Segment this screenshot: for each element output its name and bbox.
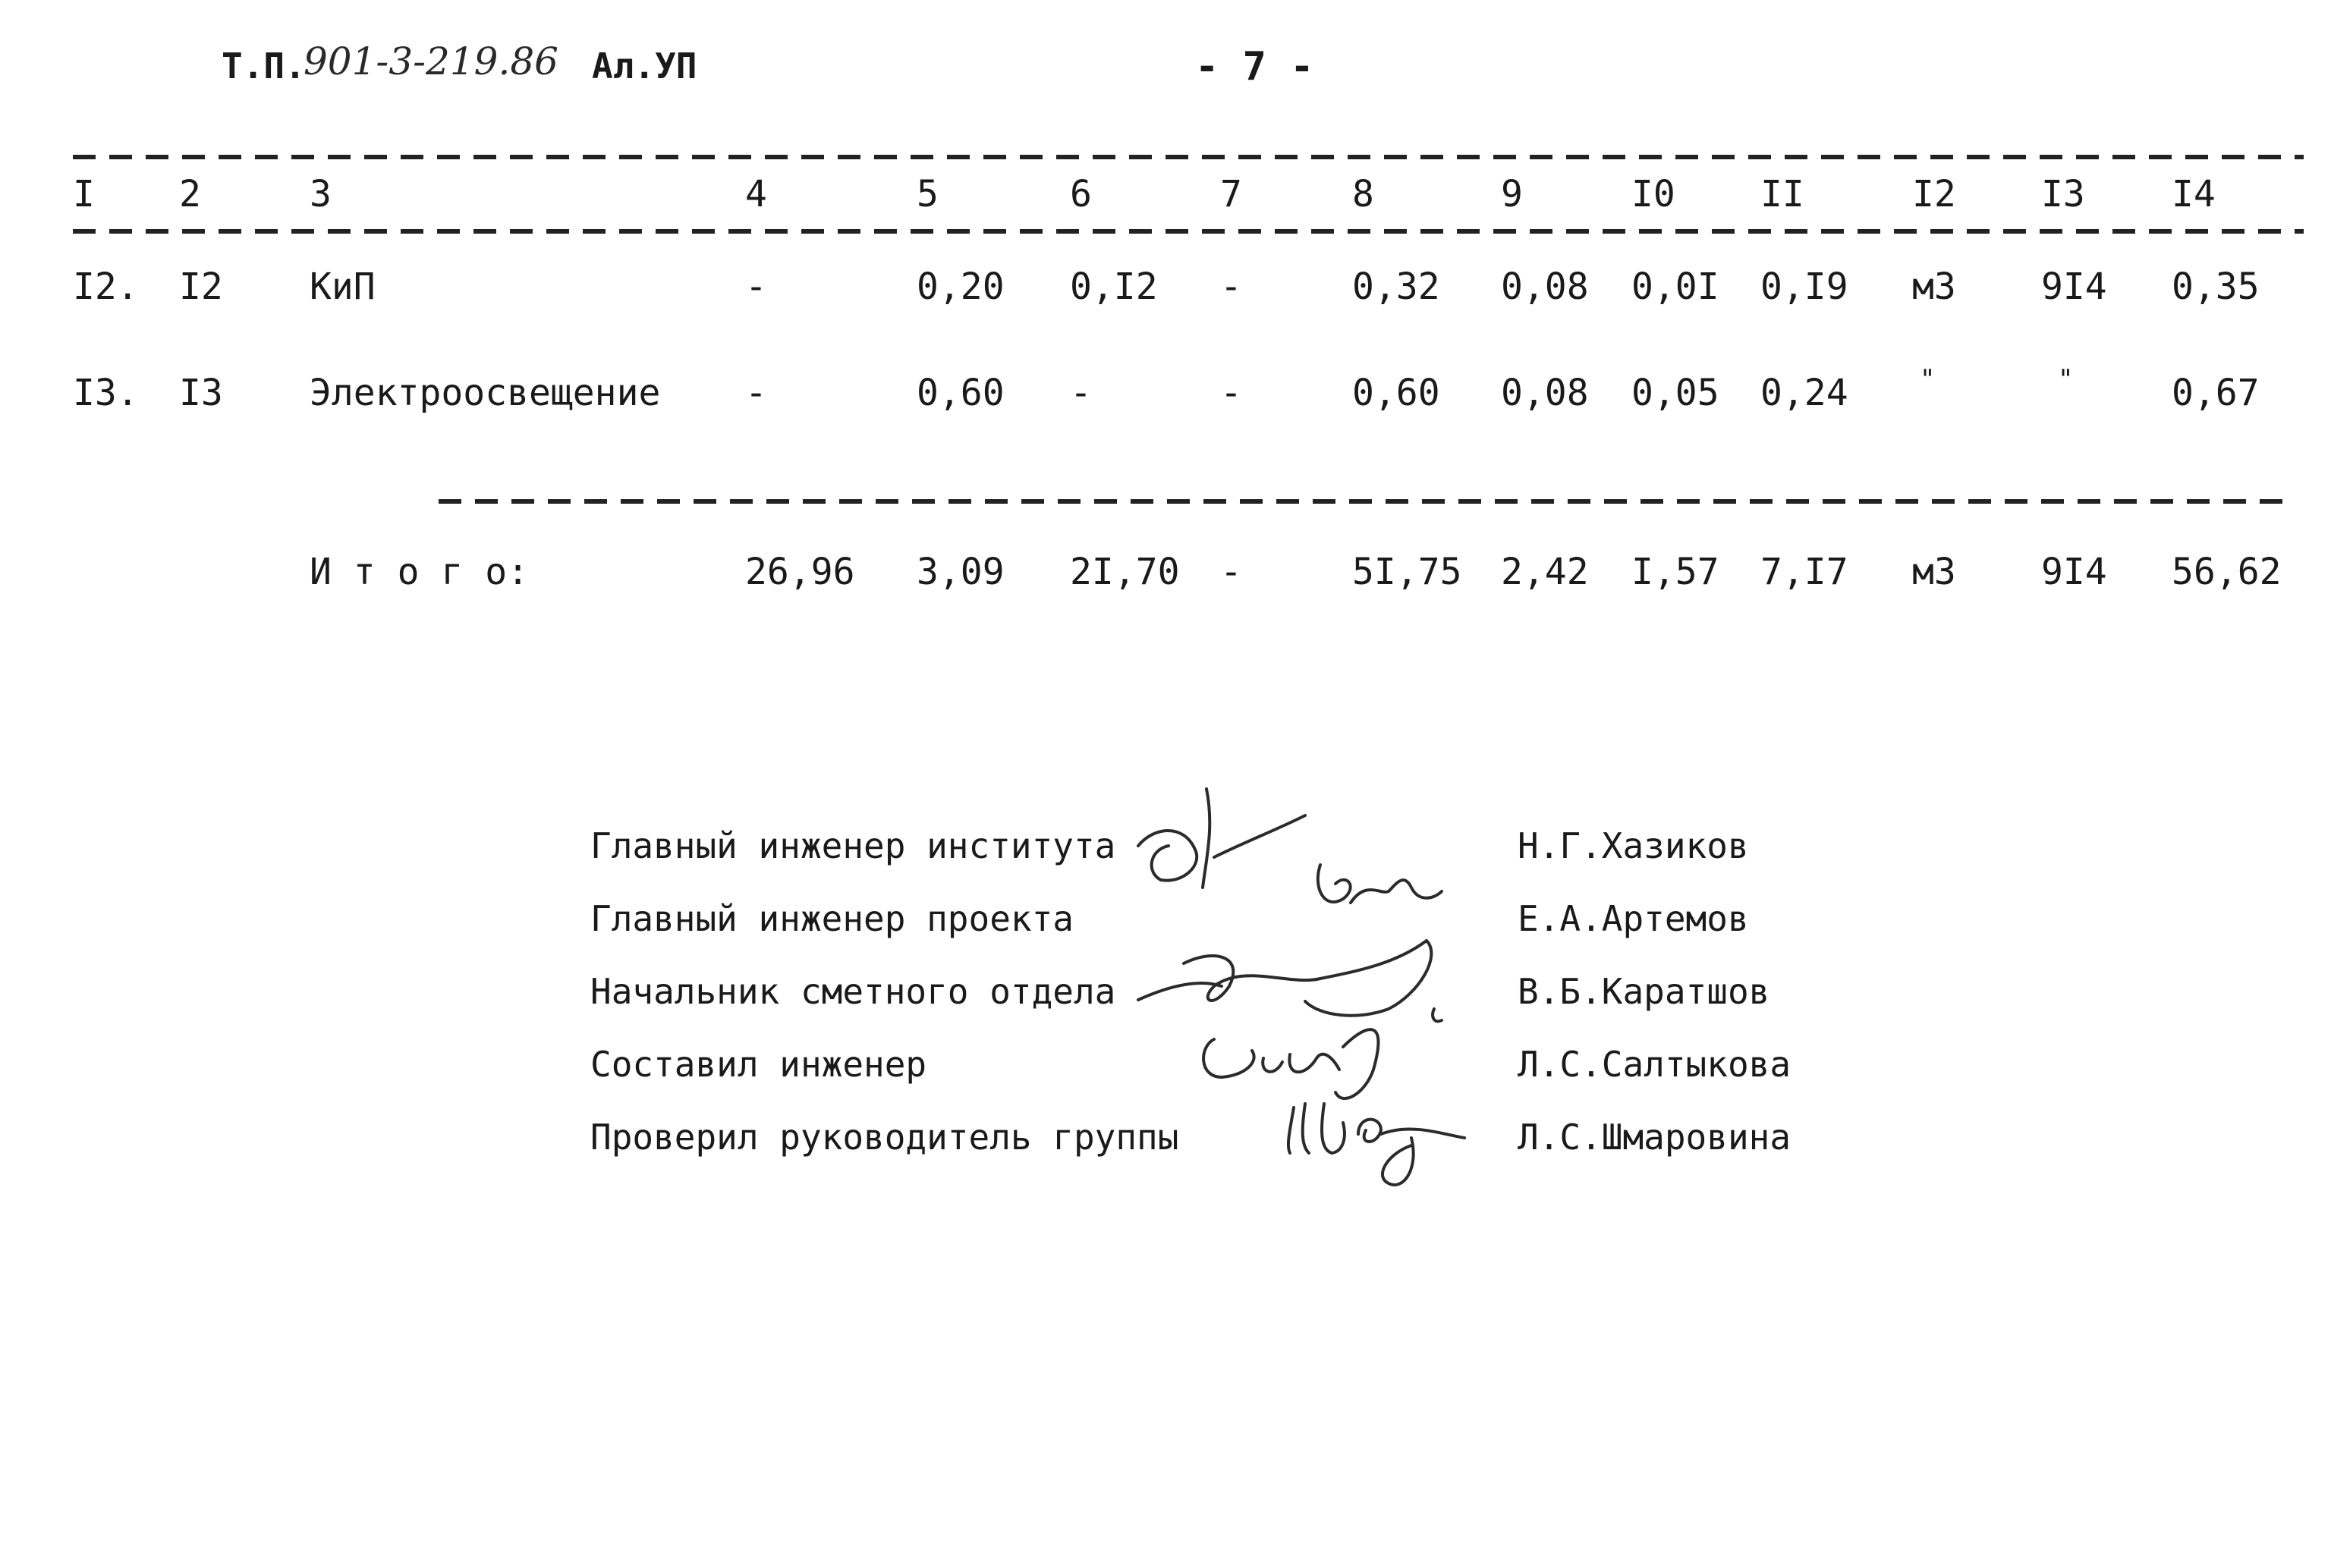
signature-2 (1318, 865, 1442, 903)
signer-name: Л.С.Шмаровина (1518, 1117, 1792, 1158)
signer-name: Л.С.Салтыкова (1518, 1044, 1792, 1085)
row-number: I2. (73, 266, 139, 308)
total-value: 9I4 (2041, 551, 2107, 593)
ditto-mark: " (2058, 364, 2074, 394)
col-header: I0 (1631, 173, 1675, 215)
doc-album: Ал.УП (592, 46, 697, 86)
col-header: 9 (1501, 173, 1523, 215)
row-value: - (1220, 372, 1242, 414)
row-value: - (1220, 266, 1242, 308)
row-value: 0,24 (1760, 372, 1848, 414)
col-header: 2 (179, 173, 201, 215)
col-header: 7 (1220, 173, 1242, 215)
page-number: - 7 - (1195, 44, 1314, 90)
signature-5 (1288, 1104, 1464, 1185)
total-value: 5I,75 (1352, 551, 1462, 593)
signer-name: Н.Г.Хазиков (1518, 825, 1749, 866)
row-number: I3. (73, 372, 139, 414)
row-unit: м3 (1912, 266, 1956, 308)
total-value: 2,42 (1501, 551, 1589, 593)
col-header: 8 (1352, 173, 1374, 215)
col-header: 5 (917, 173, 939, 215)
row-value: 0,35 (2172, 266, 2260, 308)
total-value: 26,96 (745, 551, 855, 593)
row-name: КиП (310, 266, 376, 308)
col-header: I2 (1912, 173, 1956, 215)
row-value: 0,0I (1631, 266, 1719, 308)
doc-code: 901-3-219.86 (304, 39, 558, 83)
row-value: 0,60 (1352, 372, 1440, 414)
row-value: 0,60 (917, 372, 1005, 414)
signature-4 (1203, 1009, 1442, 1098)
row-value: - (745, 266, 767, 308)
signature-3 (1138, 941, 1431, 1016)
row-code: I3 (179, 372, 223, 414)
col-header: 3 (310, 173, 332, 215)
doc-prefix: Т.П. (222, 46, 306, 86)
row-value: - (745, 372, 767, 414)
signer-name: В.Б.Каратшов (1518, 971, 1770, 1012)
signer-role: Начальник сметного отдела (590, 971, 1116, 1012)
col-header: II (1760, 173, 1804, 215)
row-value: 0,08 (1501, 372, 1589, 414)
ditto-mark: " (1920, 364, 1936, 394)
row-value: - (1070, 372, 1092, 414)
total-value: 3,09 (917, 551, 1005, 593)
col-header: 4 (745, 173, 767, 215)
total-value: I,57 (1631, 551, 1719, 593)
total-value: 7,I7 (1760, 551, 1848, 593)
row-value: 0,08 (1501, 266, 1589, 308)
signer-role: Составил инженер (590, 1044, 927, 1085)
row-value: 0,I9 (1760, 266, 1848, 308)
signer-role: Главный инженер проекта (590, 898, 1074, 939)
signer-name: Е.А.Артемов (1518, 898, 1749, 939)
row-code: I2 (179, 266, 223, 308)
row-value: 9I4 (2041, 266, 2107, 308)
row-value: 0,67 (2172, 372, 2260, 414)
row-value: 0,32 (1352, 266, 1440, 308)
col-header: I4 (2172, 173, 2216, 215)
col-header: I (73, 173, 95, 215)
total-label: И т о г о: (310, 551, 529, 593)
row-value: 0,05 (1631, 372, 1719, 414)
total-value: - (1220, 551, 1242, 593)
row-name: Электроосвещение (310, 372, 661, 414)
total-value: 2I,70 (1070, 551, 1180, 593)
col-header: 6 (1070, 173, 1092, 215)
total-unit: м3 (1912, 551, 1956, 593)
signer-role: Проверил руководитель группы (590, 1117, 1179, 1158)
signer-role: Главный инженер института (590, 825, 1116, 866)
col-header: I3 (2041, 173, 2085, 215)
signature-1 (1138, 789, 1305, 888)
total-value: 56,62 (2172, 551, 2282, 593)
row-value: 0,20 (917, 266, 1005, 308)
row-value: 0,I2 (1070, 266, 1158, 308)
